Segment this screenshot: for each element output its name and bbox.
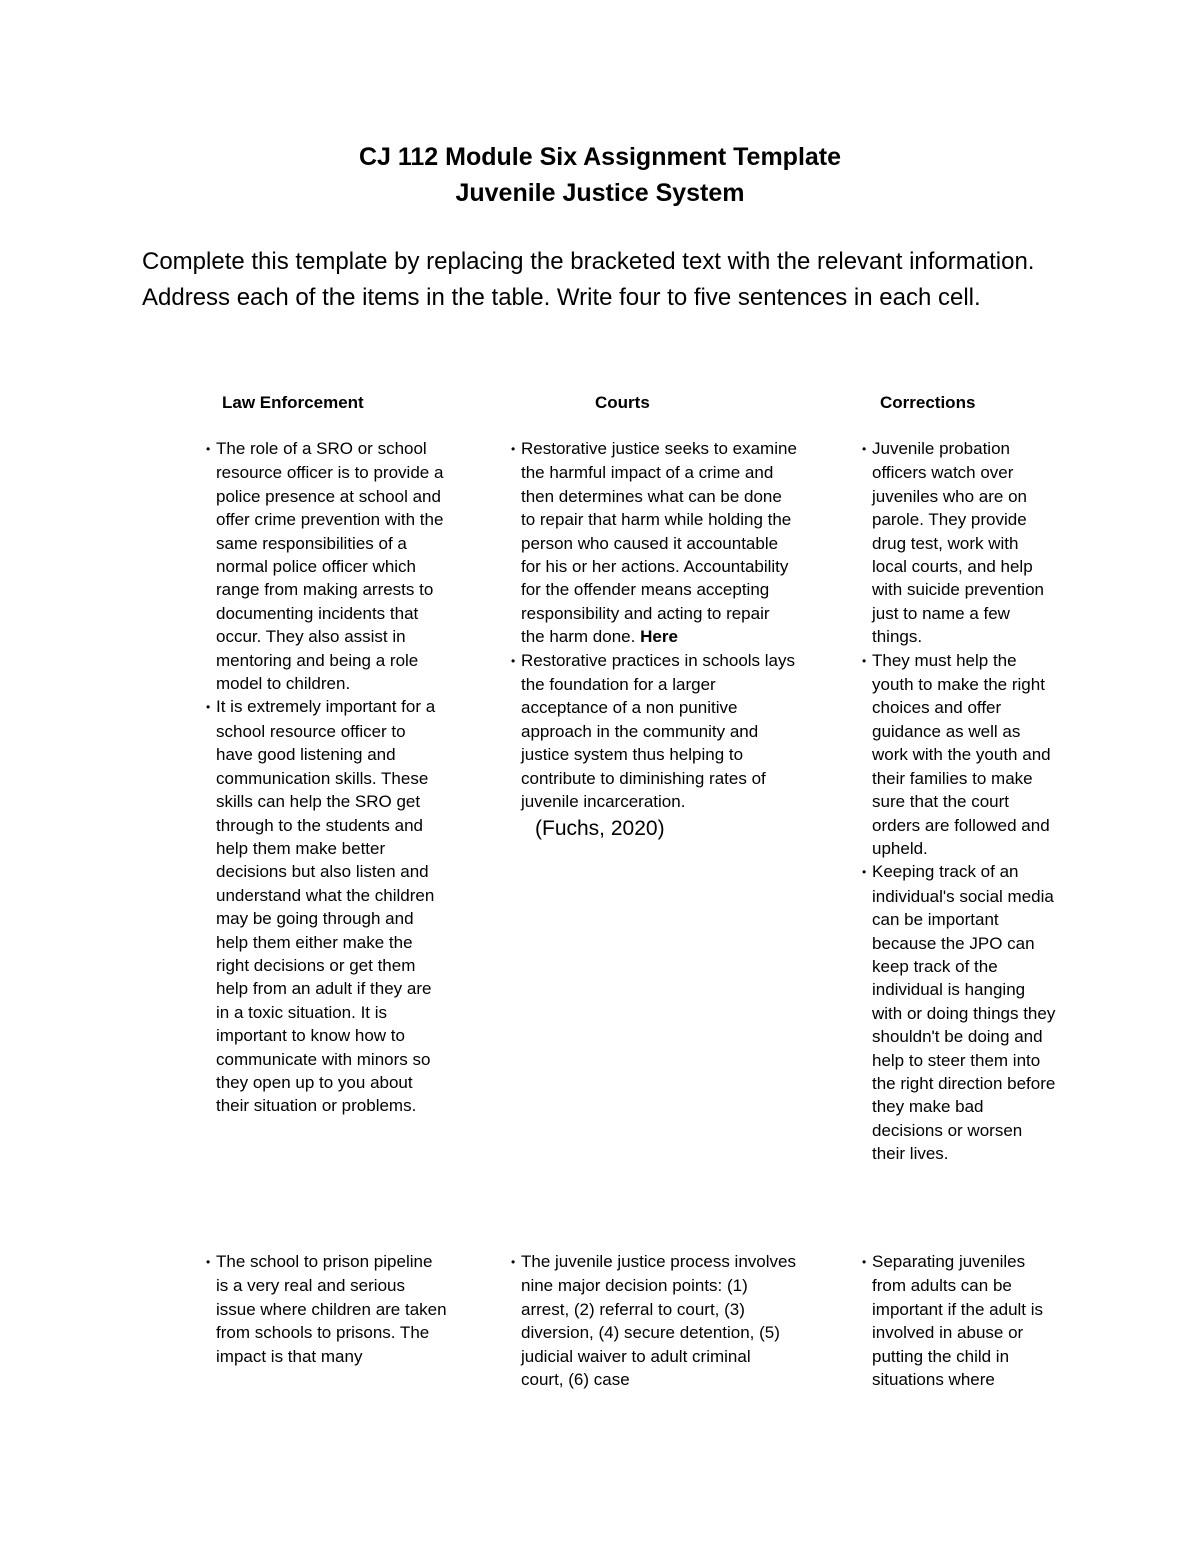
citation: (Fuchs, 2020) xyxy=(535,816,665,840)
list-item: • The school to prison pipeline is a very real and serious issue where children are taken from schools to prisons. The impact is that many xyxy=(202,1250,447,1368)
cell-law-enforcement-row1 xyxy=(202,437,447,1118)
bold-text: Here xyxy=(640,627,678,647)
cell-courts-row1 xyxy=(507,437,797,844)
cell-corrections-row2 xyxy=(858,1250,1058,1391)
list-item: • It is extremely important for a school resource officer to have good listening and communication skills. These skills can help the SRO get through to the students and help them make better decisions but also listen and understand what the children may be going through and help them either make the right decisions or get them help from an adult if they are in a toxic situation. It is important to know how to communicate with minors so they open up to you about their situation or problems. xyxy=(202,695,447,1117)
list-item: • Juvenile probation officers watch over juveniles who are on parole. They provide drug test, work with local courts, and help with suicide prevention just to name a few things. xyxy=(858,437,1058,649)
cell-law-enforcement-row2 xyxy=(202,1250,447,1368)
list-item: • Separating juveniles from adults can be important if the adult is involved in abuse or putting the child in situations where xyxy=(858,1250,1058,1391)
list-item: • Keeping track of an individual's social media can be important because the JPO can keep track of the individual is hanging with or doing things they shouldn't be doing and help to steer them into the right direction before they make bad decisions or worsen their lives. xyxy=(858,860,1058,1165)
header-courts: Courts xyxy=(595,393,650,412)
header-law-enforcement: Law Enforcement xyxy=(222,393,364,412)
header-corrections: Corrections xyxy=(880,393,976,412)
instructions-paragraph: Complete this template by replacing the bracketed text with the relevant information. Address each of the items in the table. Write four to five sentences in each cell. xyxy=(142,248,1035,311)
page-title: CJ 112 Module Six Assignment Template xyxy=(358,143,842,171)
list-item: • They must help the youth to make the right choices and offer guidance as well as work with the youth and their families to make sure that the court orders are followed and upheld. xyxy=(858,649,1058,861)
list-item: • The juvenile justice process involves nine major decision points: (1) arrest, (2) referral to court, (3) diversion, (4) secure detention, (5) judicial waiver to adult criminal court, (6) case xyxy=(507,1250,797,1391)
list-item: • The role of a SRO or school resource officer is to provide a police presence at school and offer crime prevention with the same responsibilities of a normal police officer which range from making arrests to documenting incidents that occur. They also assist in mentoring and being a role model to children. xyxy=(202,437,447,695)
page-subtitle: Juvenile Justice System xyxy=(455,179,745,207)
list-item: • Restorative justice seeks to examine the harmful impact of a crime and then determines what can be done to repair that harm while holding the person who caused it accountable for his or her actions. Accountability for the offender means accepting responsibility and acting to repair the harm done. Here xyxy=(507,437,797,649)
list-item: • Restorative practices in schools lays the foundation for a larger acceptance of a non punitive approach in the community and justice system thus helping to contribute to diminishing rates of juvenile incarceration. xyxy=(507,649,797,814)
cell-courts-row2 xyxy=(507,1250,797,1391)
cell-corrections-row1 xyxy=(858,437,1058,1166)
